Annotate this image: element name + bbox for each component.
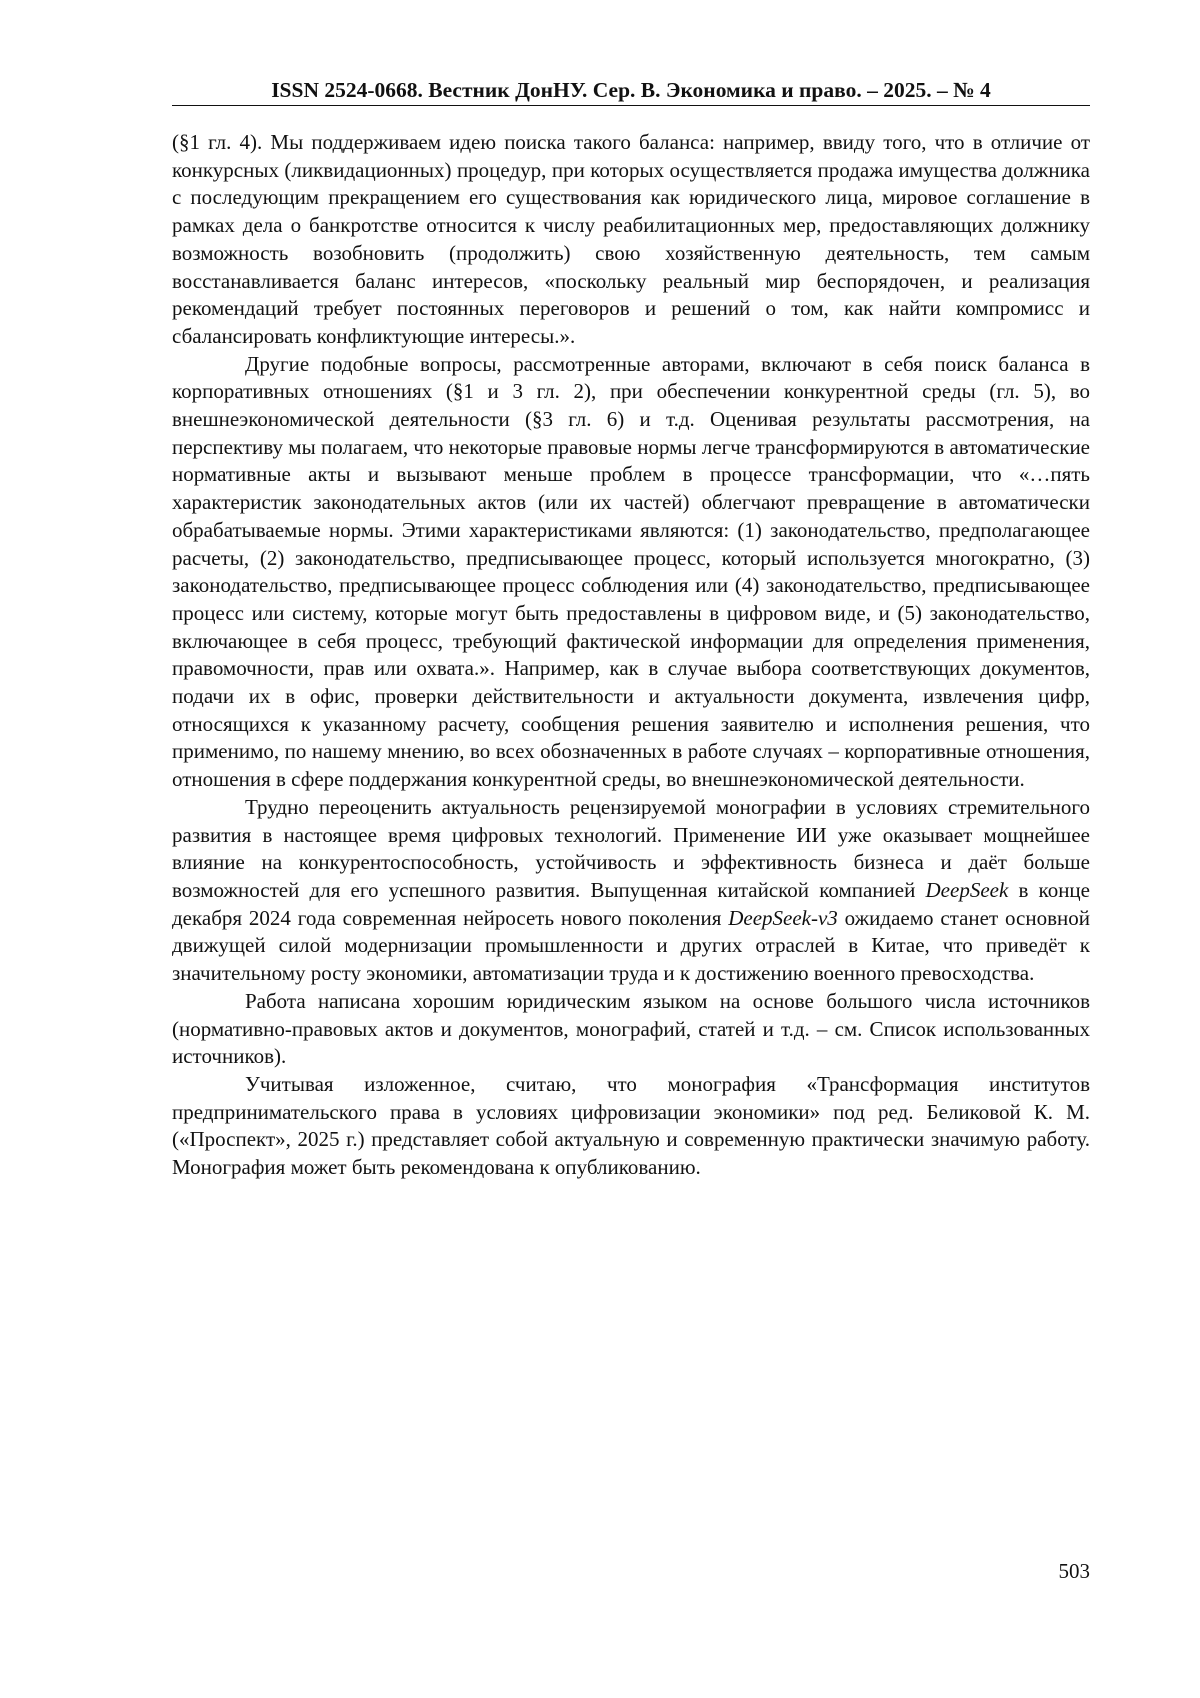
paragraph-language-sources: Работа написана хорошим юридическим языком на основе большого числа источников (нормативно-правовых актов и документов, монографий, статей и т.д. – см. Список использованных источников). — [172, 988, 1090, 1069]
page-number: 503 — [1058, 1559, 1090, 1583]
relevance-text-start: Трудно переоценить актуальность рецензируемой монографии в условиях стремительного развития в настоящее время цифровых технологий. Применение ИИ уже оказывает мощнейшее влияние на конкурентоспособность, устойчивость и эффективность бизнеса и даёт больше возможностей для его успешного развития. Выпущенная китайской компанией — [172, 794, 1090, 902]
relevance-text-end: ожидаемо станет основной движущей силой модернизации промышленности и других отраслей в Китае, что приведёт к значительному росту экономики, автоматизации труда и к достижению военного превосходства. — [172, 905, 1090, 986]
article-body — [172, 129, 1090, 1182]
relevance-text-middle: в конце декабря 2024 года современная нейросеть нового поколения — [172, 877, 1090, 930]
paragraph-other-questions: Другие подобные вопросы, рассмотренные авторами, включают в себя поиск баланса в корпоративных отношениях (§1 и 3 гл. 2), при обеспечении конкурентной среды (гл. 5), во внешнеэкономической деятельности (§3 гл. 6) и т.д. Оценивая результаты рассмотрения, на перспективу мы полагаем, что некоторые правовые нормы легче трансформируются в автоматические нормативные акты и вызывают меньше проблем в процессе трансформации, что «…пять характеристик законодательных актов (или их частей) облегчают превращение в автоматически обрабатываемые нормы. Этими характеристиками являются: (1) законодательство, предполагающее расчеты, (2) законодательство, предписывающее процесс, который используется многократно, (3) законодательство, предписывающее процесс соблюдения или (4) законодательство, предписывающее процесс или систему, которые могут быть предоставлены в цифровом виде, и (5) законодательство, включающее в себя процесс, требующий фактической информации для определения применения, правомочности, прав или охвата.». Например, как в случае выбора соответствующих документов, подачи их в офис, проверки действительности и актуальности документа, извлечения цифр, относящихся к указанному расчету, сообщения решения заявителю и исполнения решения, что применимо, по нашему мнению, во всех обозначенных в работе случаях – корпоративные отношения, отношения в сфере поддержания конкурентной среды, во внешнеэкономической деятельности. — [172, 351, 1090, 792]
model-name-italic: DeepSeek-v3 — [728, 905, 838, 930]
journal-running-header: ISSN 2524-0668. Вестник ДонНУ. Сер. В. Экономика и право. – 2025. – № 4 — [172, 76, 1090, 106]
paragraph-conclusion: Учитывая изложенное, считаю, что монография «Трансформация институтов предпринимательского права в условиях цифровизации экономики» под ред. Беликовой К. М. («Проспект», 2025 г.) представляет собой актуальную и современную практически значимую работу. Монография может быть рекомендована к опубликованию. — [172, 1071, 1090, 1180]
company-name-italic: DeepSeek — [925, 877, 1009, 902]
paragraph-relevance — [172, 794, 1090, 988]
paragraph-balance-search: (§1 гл. 4). Мы поддерживаем идею поиска такого баланса: например, ввиду того, что в отличие от конкурсных (ликвидационных) процедур, при которых осуществляется продажа имущества должника с последующим прекращением его существования как юридического лица, мировое соглашение в рамках дела о банкротстве относится к числу реабилитационных мер, предоставляющих должнику возможность возобновить (продолжить) свою хозяйственную деятельность, тем самым восстанавливается баланс интересов, «поскольку реальный мир беспорядочен, и реализация рекомендаций требует постоянных переговоров и решений о том, как найти компромисс и сбалансировать конфликтующие интересы.». — [172, 130, 1090, 348]
